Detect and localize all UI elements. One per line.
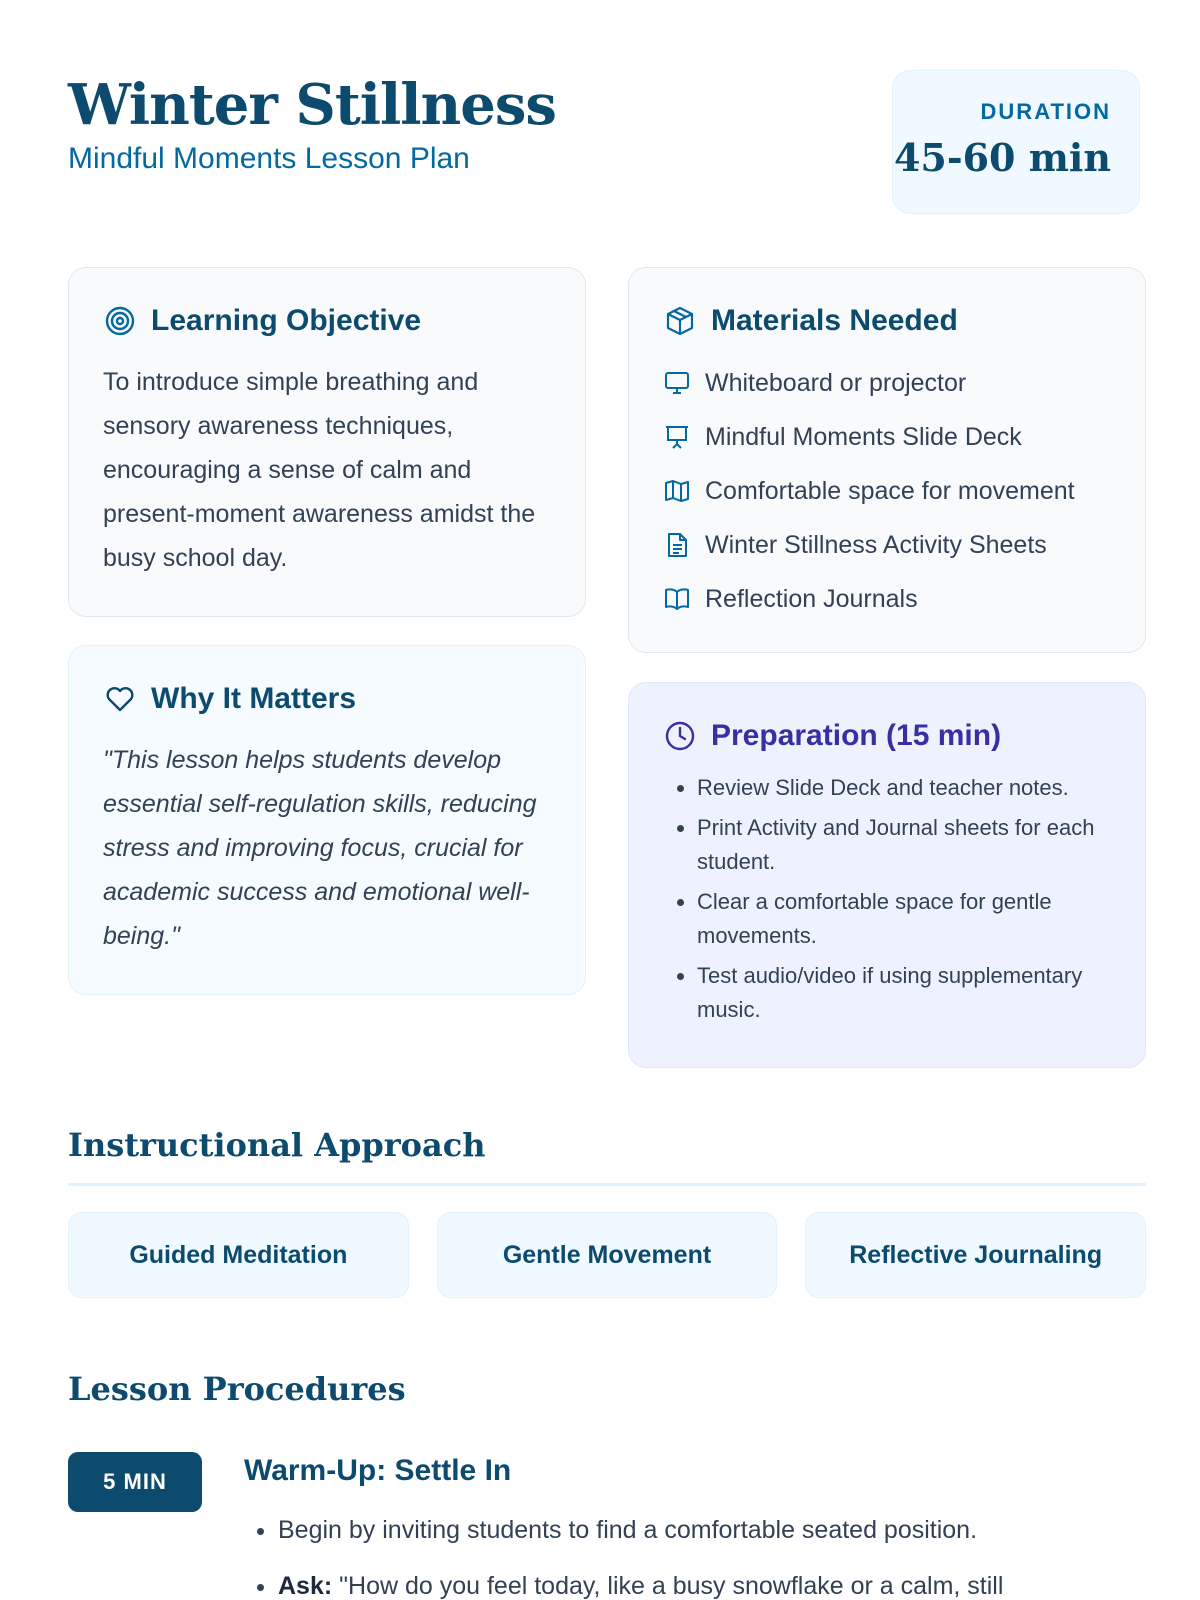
approach-chip-reflective-journaling: Reflective Journaling [805,1212,1146,1298]
materials-list [663,356,1111,626]
list-item: • Review Slide Deck and teacher notes. [697,771,1111,805]
preparation-list [663,771,1111,1027]
presentation-icon [663,423,691,451]
why-it-matters-card [68,645,586,995]
preparation-title: Preparation (15 min) [711,719,1002,752]
learning-objective-title: Learning Objective [151,304,422,337]
list-item [663,410,1111,464]
list-item [278,1510,1134,1550]
material-label: Winter Stillness Activity Sheets [705,530,1047,559]
box-icon [663,304,697,338]
material-label: Comfortable space for movement [705,476,1075,505]
book-icon [663,585,691,613]
monitor-icon [663,369,691,397]
learning-objective-text: To introduce simple breathing and sensory awareness techniques, encouraging a sense of calm and present-moment awareness amidst the busy school day. [103,368,536,572]
step-duration-badge: 5 MIN [68,1452,202,1512]
step-bullet-text: "How do you feel today, like a busy snowflake or a calm, still [339,1572,1004,1600]
list-item [278,1566,1134,1600]
target-icon [103,304,137,338]
materials-title: Materials Needed [711,304,958,337]
document-icon [663,531,691,559]
list-item [663,464,1111,518]
materials-heading [663,304,1111,338]
why-it-matters-title: Why It Matters [151,682,357,715]
lesson-procedures-title: Lesson Procedures [68,1370,406,1408]
duration-value: 45-60 min [893,135,1111,180]
list-item [663,356,1111,410]
materials-card [628,267,1146,653]
approach-list [68,1212,1146,1298]
step-bullet-text: Begin by inviting students to find a comfortable seated position. [278,1516,978,1544]
map-icon [663,477,691,505]
page-subtitle: Mindful Moments Lesson Plan [68,142,470,175]
why-it-matters-quote: "This lesson helps students develop essential self-regulation skills, reducing stress and improving focus, crucial for academic success and emotional well-being." [103,746,537,950]
list-item: • Clear a comfortable space for gentle movements. [697,885,1111,953]
learning-objective-card [68,267,586,617]
material-label: Mindful Moments Slide Deck [705,422,1022,451]
instructional-approach-title: Instructional Approach [68,1126,486,1164]
approach-chip-guided-meditation: Guided Meditation [68,1212,409,1298]
page-title: Winter Stillness [68,72,556,138]
heart-icon [103,682,137,716]
preparation-card [628,682,1146,1068]
list-item [663,572,1111,626]
list-item: • Print Activity and Journal sheets for each student. [697,811,1111,879]
list-item: • Test audio/video if using supplementary music. [697,959,1111,1027]
approach-chip-gentle-movement: Gentle Movement [437,1212,778,1298]
list-item [663,518,1111,572]
step-bullet-label: Ask: [278,1572,333,1600]
preparation-heading [663,719,1111,753]
learning-objective-heading [103,304,551,338]
lesson-header [68,70,1140,216]
why-it-matters-heading [103,682,551,716]
clock-icon [663,719,697,753]
duration-label: DURATION [980,99,1111,124]
material-label: Whiteboard or projector [705,368,967,397]
material-label: Reflection Journals [705,584,918,613]
step-title: Warm-Up: Settle In [244,1454,512,1487]
section-divider [68,1183,1146,1186]
step-list [244,1510,1134,1600]
duration-box [892,70,1140,214]
